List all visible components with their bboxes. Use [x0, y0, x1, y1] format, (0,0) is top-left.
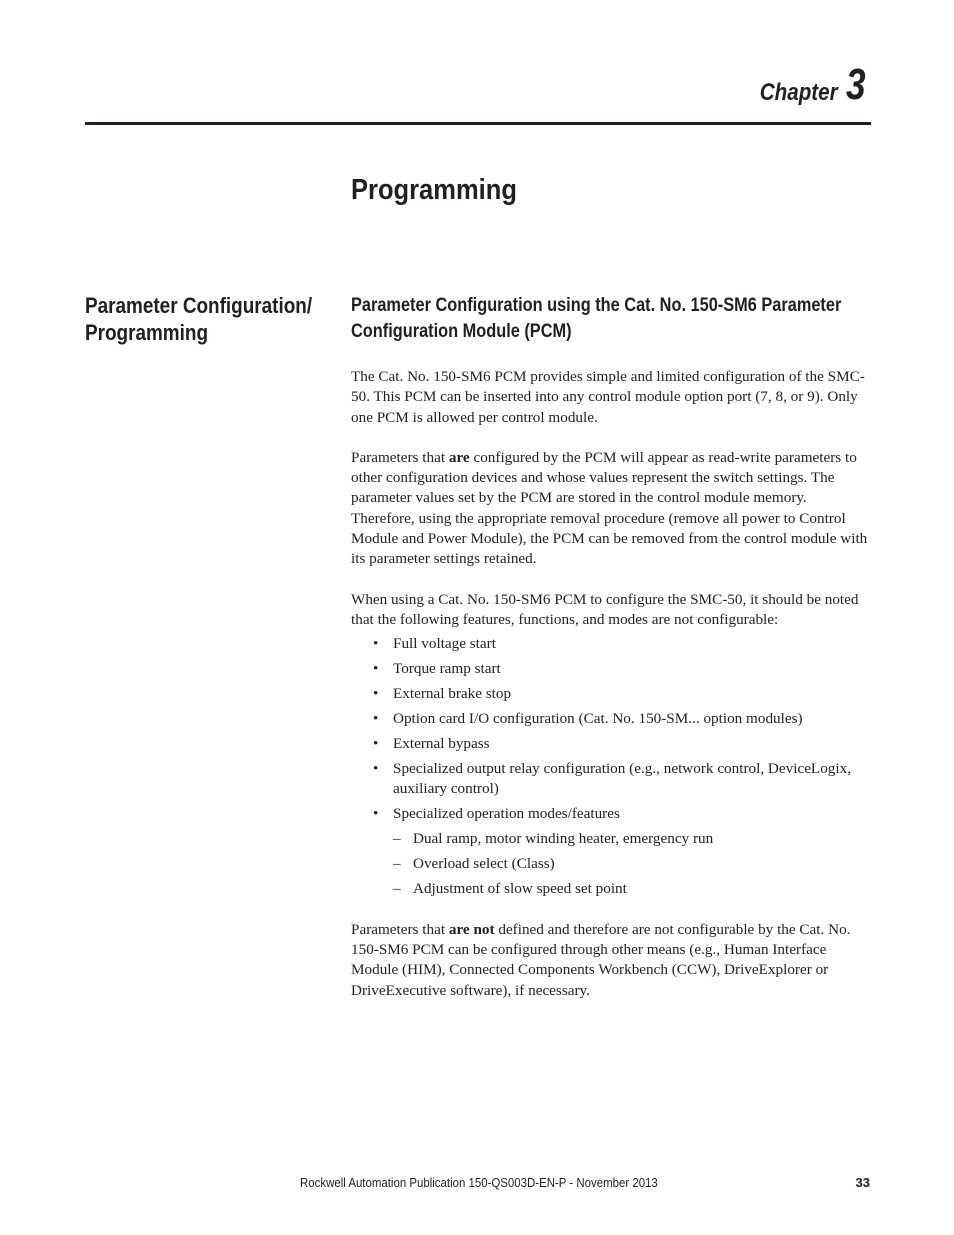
p4-pre: Parameters that	[351, 920, 449, 938]
list-item: • Option card I/O configuration (Cat. No. 150-SM... option modules)	[351, 709, 873, 729]
list-item: • External brake stop	[351, 684, 873, 704]
body-content	[351, 367, 873, 1021]
chapter-number: 3	[845, 60, 866, 109]
p2-bold: are	[448, 448, 470, 466]
sub-list-item: – Adjustment of slow speed set point	[393, 879, 873, 899]
chapter-word: Chapter	[759, 79, 838, 106]
list-item-with-sublist	[351, 804, 873, 899]
footer-page-number: 33	[855, 1175, 870, 1190]
sub-feature-list	[393, 829, 873, 899]
paragraph-configured	[351, 448, 873, 570]
chapter-label	[747, 62, 870, 108]
side-heading: Parameter Configuration/ Programming	[85, 293, 313, 345]
list-item: • External bypass	[351, 734, 873, 754]
paragraph-intro: The Cat. No. 150-SM6 PCM provides simple and limited configuration of the SMC-50. This PCM can be inserted into any control module option port (7, 8, or 9). Only one PCM is allowed per control module.	[351, 368, 865, 426]
list-item: • Full voltage start	[351, 634, 873, 654]
p4-bold: are not	[448, 920, 495, 938]
feature-list	[351, 634, 873, 899]
p2-pre: Parameters that	[351, 448, 449, 466]
paragraph-not-configurable: When using a Cat. No. 150-SM6 PCM to configure the SMC-50, it should be noted that the following features, functions, and modes are not configurable:	[351, 590, 859, 628]
p2-post: configured by the PCM will appear as read-write parameters to other configuration devices and whose values represent the switch settings. The parameter values set by the PCM are stored in the control module memory. Therefore, using the appropriate removal procedure (remove all power to Control Module and Power Module), the PCM can be removed from the control module with its parameter settings retained.	[351, 448, 868, 568]
list-item-text: Specialized operation modes/features	[393, 805, 620, 823]
list-item: • Specialized output relay configuration (e.g., network control, DeviceLogix, auxiliary control)	[351, 759, 873, 800]
p4-post: defined and therefore are not configurable by the Cat. No. 150-SM6 PCM can be configured through other means (e.g., Human Interface Module (HIM), Connected Components Workbench (CCW), DriveExplorer or DriveExecutive software), if necessary.	[351, 920, 851, 999]
list-item: • Torque ramp start	[351, 659, 873, 679]
chapter-rule	[85, 122, 871, 125]
sub-heading: Parameter Configuration using the Cat. No. 150-SM6 Parameter Configuration Module (PCM)	[351, 295, 842, 342]
footer-publication: Rockwell Automation Publication 150-QS003D-EN-P - November 2013	[300, 1175, 658, 1190]
sub-list-item: – Overload select (Class)	[393, 854, 873, 874]
paragraph-other-means	[351, 920, 873, 1001]
page-title: Programming	[351, 174, 517, 206]
sub-list-item: – Dual ramp, motor winding heater, emergency run	[393, 829, 873, 849]
